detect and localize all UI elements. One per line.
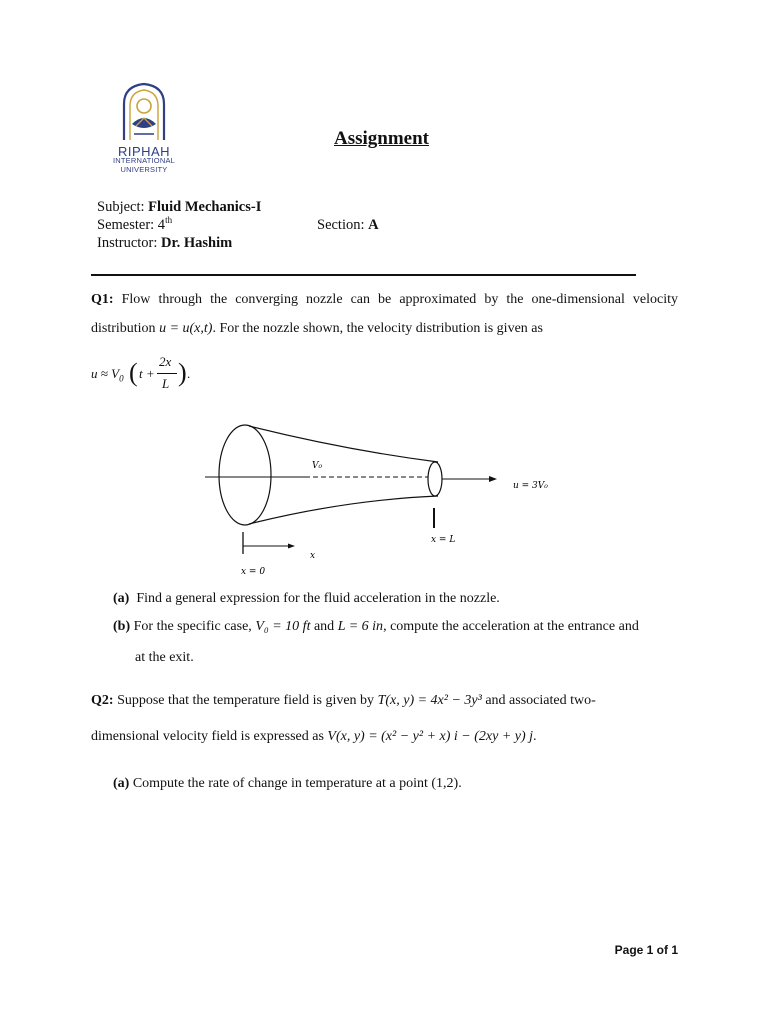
label-u-exit: u = 3V₀: [513, 481, 548, 491]
nozzle-inlet-ellipse: [219, 425, 271, 525]
q2-label: Q2:: [91, 693, 114, 708]
logo-subtitle-2: UNIVERSITY: [120, 165, 168, 174]
q1-text-a: Flow through the converging nozzle can be approximated by the one-dimensional velocity distribution: [91, 292, 679, 336]
outlet-arrow-head: [489, 476, 497, 482]
q2-text-c: dimensional velocity field is expressed as: [91, 729, 324, 744]
formula-paren-right: ): [178, 358, 187, 387]
q2-line-1: [91, 686, 681, 715]
university-crest-icon: [108, 82, 180, 142]
q1-part-b-text1: For the specific case,: [133, 619, 252, 634]
q2-line-2: [91, 722, 681, 751]
q1-part-b-math1: V₀ = 10 ft: [255, 619, 311, 634]
page-number: Page 1 of 1: [614, 943, 678, 957]
q1-part-b-and: and: [313, 619, 335, 634]
nozzle-outlet-ellipse: [428, 462, 442, 496]
q2-temperature-field: T(x, y) = 4x² − 3y³: [377, 693, 482, 708]
q2-velocity-field: V(x, y) = (x² − y² + x) i − (2xy + y) j: [327, 729, 534, 744]
q1-part-b-continued: at the exit.: [135, 650, 194, 665]
page-title: Assignment: [334, 128, 430, 149]
q2-part-a: [113, 776, 462, 792]
q1-label: Q1:: [91, 292, 114, 307]
q2-text-d: .: [533, 729, 537, 744]
instructor-value: Dr. Hashim: [161, 235, 233, 251]
label-v0: V₀: [312, 461, 323, 471]
instructor-line: [97, 235, 232, 252]
formula-subscript: 0: [119, 373, 124, 384]
section-value: A: [368, 217, 379, 233]
q2-part-a-text: Compute the rate of change in temperature at a point (1,2).: [132, 776, 462, 791]
formula-paren-left: (: [129, 358, 138, 387]
university-logo: [108, 82, 180, 174]
section-label: Section:: [317, 217, 365, 233]
q2-text-b: and associated two-: [485, 693, 596, 708]
q2-text-a: Suppose that the temperature field is given by: [117, 693, 375, 708]
semester-superscript: th: [165, 215, 173, 226]
label-x-0: x = 0: [241, 567, 266, 577]
q1-part-b-label: (b): [113, 619, 131, 634]
q1-part-b-math2: L = 6 in: [337, 619, 384, 634]
formula-denominator: L: [162, 376, 170, 391]
section-line: [317, 217, 379, 234]
semester-line: [97, 217, 172, 234]
q1-paragraph: [91, 285, 678, 343]
logo-name: RIPHAH: [117, 144, 171, 159]
formula-lhs: $u \approx V_0$: [91, 366, 124, 384]
q1-text-b: . For the nozzle shown, the velocity distribution is given as: [212, 321, 543, 336]
formula-fraction-bar: [157, 373, 177, 374]
q1-part-b: [113, 619, 683, 635]
formula-numerator: 2x: [159, 354, 172, 369]
subject-label: Subject:: [97, 199, 145, 215]
formula-t: t +: [139, 366, 155, 381]
label-x-L: x = L: [431, 535, 456, 545]
q1-part-a: [113, 591, 500, 607]
semester-label: Semester: 4: [97, 217, 166, 233]
q2-part-a-label: (a): [113, 776, 130, 791]
q1-part-b-text2: , compute the acceleration at the entrance and: [383, 619, 639, 634]
nozzle-upper-wall: [249, 426, 438, 462]
formula-end: .: [187, 366, 191, 381]
subject-value: Fluid Mechanics-I: [148, 199, 262, 215]
label-x: x: [310, 551, 316, 561]
x-axis-arrow-head: [288, 544, 295, 549]
instructor-label: Instructor:: [97, 235, 158, 251]
q1-math-a: u = u(x,t): [159, 321, 213, 336]
subject-line: [97, 199, 261, 216]
q1-part-a-text: Find a general expression for the fluid acceleration in the nozzle.: [136, 591, 500, 606]
nozzle-diagram: [205, 420, 565, 580]
logo-subtitle-1: INTERNATIONAL: [112, 156, 176, 165]
nozzle-lower-wall: [249, 496, 438, 524]
header-divider: [91, 274, 636, 276]
nozzle-figure: [205, 420, 565, 580]
q1-part-a-label: (a): [113, 591, 130, 606]
